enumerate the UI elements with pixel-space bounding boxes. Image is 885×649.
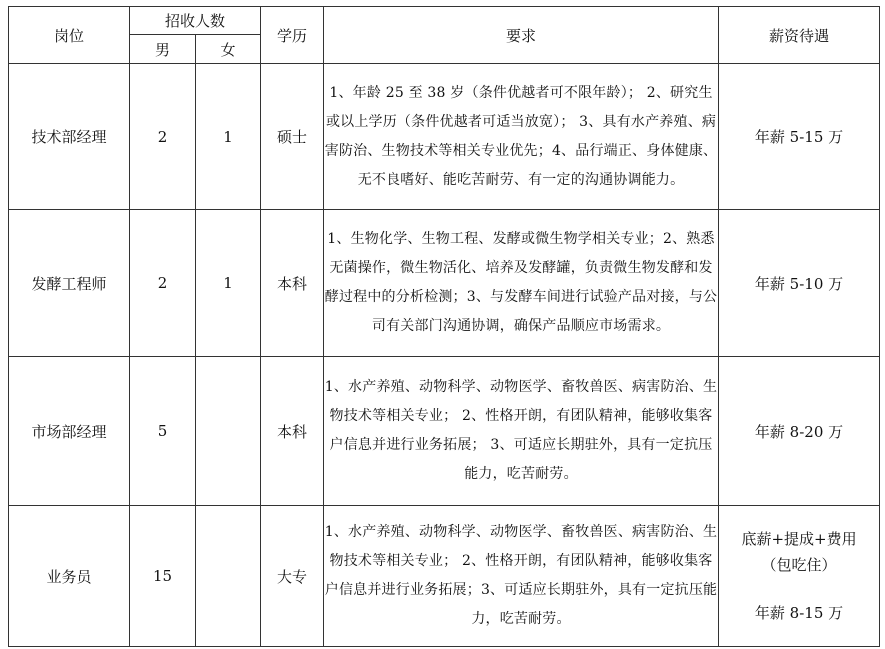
cell-requirements: 1、年龄 25 至 38 岁（条件优越者可不限年龄）； 2、研究生或以上学历（条件优越者可适当放宽）； 3、具有水产养殖、病害防治、生物技术等相关专业优先；4、品行端正、身体健康、无不良嗜好、能吃苦耐劳、有一定的沟通协调能力。 [324, 64, 719, 210]
header-position: 岗位 [9, 7, 130, 64]
cell-female-count: 1 [196, 64, 261, 210]
cell-male-count: 2 [130, 210, 196, 357]
cell-male-count: 15 [130, 506, 196, 647]
cell-education: 本科 [261, 357, 324, 506]
header-recruit-count: 招收人数 [130, 7, 261, 35]
cell-female-count: 1 [196, 210, 261, 357]
header-education: 学历 [261, 7, 324, 64]
cell-requirements: 1、水产养殖、动物科学、动物医学、畜牧兽医、病害防治、生物技术等相关专业； 2、性格开朗，有团队精神，能够收集客户信息并进行业务拓展； 3、可适应长期驻外，具有一定抗压能力，吃苦耐劳。 [324, 357, 719, 506]
table-row [9, 357, 880, 506]
salary-line: 底薪+提成+费用 [741, 530, 857, 548]
cell-education: 硕士 [261, 64, 324, 210]
cell-requirements: 1、生物化学、生物工程、发酵或微生物学相关专业；2、熟悉无菌操作，微生物活化、培养及发酵罐，负责微生物发酵和发酵过程中的分析检测；3、与发酵车间进行试验产品对接，与公司有关部门沟通协调，确保产品顺应市场需求。 [324, 210, 719, 357]
header-row [9, 7, 880, 35]
cell-education: 大专 [261, 506, 324, 647]
cell-position: 业务员 [9, 506, 130, 647]
header-female: 女 [196, 35, 261, 64]
table-row [9, 210, 880, 357]
table-row [9, 64, 880, 210]
cell-requirements: 1、水产养殖、动物科学、动物医学、畜牧兽医、病害防治、生物技术等相关专业； 2、性格开朗，有团队精神，能够收集客户信息并进行业务拓展；3、可适应长期驻外，具有一定抗压能力，吃苦耐劳。 [324, 506, 719, 647]
header-male: 男 [130, 35, 196, 64]
cell-salary: 年薪 8-20 万 [719, 357, 880, 506]
recruitment-table [8, 6, 880, 647]
salary-line: （包吃住） [761, 556, 837, 574]
cell-education: 本科 [261, 210, 324, 357]
cell-position: 发酵工程师 [9, 210, 130, 357]
table-row [9, 506, 880, 647]
cell-male-count: 2 [130, 64, 196, 210]
cell-female-count [196, 506, 261, 647]
header-requirements: 要求 [324, 7, 719, 64]
cell-female-count [196, 357, 261, 506]
cell-salary [719, 506, 880, 647]
header-salary: 薪资待遇 [719, 7, 880, 64]
cell-salary: 年薪 5-15 万 [719, 64, 880, 210]
salary-line: 年薪 8-15 万 [754, 604, 844, 622]
cell-position: 技术部经理 [9, 64, 130, 210]
cell-position: 市场部经理 [9, 357, 130, 506]
cell-salary: 年薪 5-10 万 [719, 210, 880, 357]
cell-male-count: 5 [130, 357, 196, 506]
